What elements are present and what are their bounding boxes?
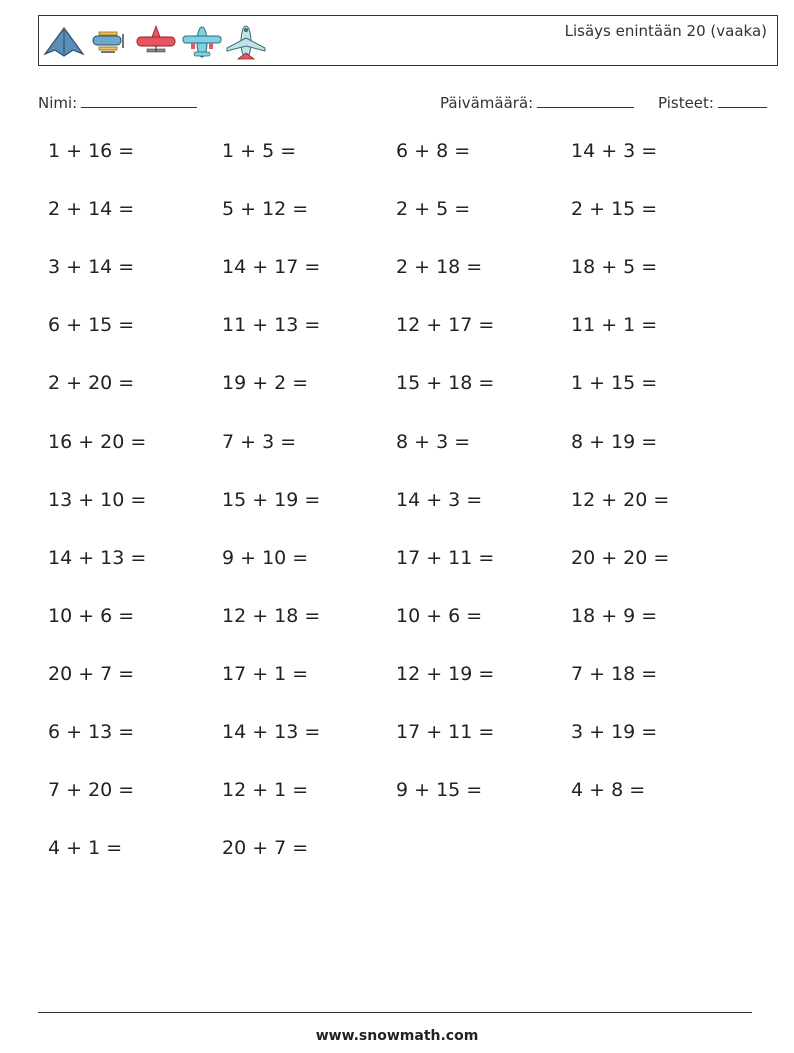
problem-r11-c4: 3 + 19 = xyxy=(571,721,658,743)
problem-r7-c2: 15 + 19 = xyxy=(222,488,321,511)
problem-r4-c1: 6 + 15 = xyxy=(48,314,135,337)
red-plane-icon xyxy=(133,22,179,62)
problem-r8-c3: 17 + 11 = xyxy=(396,546,495,569)
problem-r7-c4: 12 + 20 = xyxy=(571,488,670,511)
plane-icons xyxy=(43,22,267,62)
score-field xyxy=(658,93,767,112)
biplane-icon xyxy=(87,22,131,62)
score-label: Pisteet: xyxy=(658,94,714,112)
problem-r3-c2: 14 + 17 = xyxy=(222,256,321,279)
problem-r13-c2: 20 + 7 = xyxy=(222,837,309,860)
problem-r6-c4: 8 + 19 = xyxy=(571,430,658,453)
problem-r9-c4: 18 + 9 = xyxy=(571,604,658,627)
problem-r8-c1: 14 + 13 = xyxy=(48,546,147,569)
problem-r5-c3: 15 + 18 = xyxy=(396,372,495,395)
problem-r5-c4: 1 + 15 = xyxy=(571,372,658,395)
problem-r6-c3: 8 + 3 = xyxy=(396,430,471,453)
problem-r13-c1: 4 + 1 = xyxy=(48,837,123,860)
problem-r7-c3: 14 + 3 = xyxy=(396,488,483,511)
problem-r2-c3: 2 + 5 = xyxy=(396,198,471,221)
problem-r4-c3: 12 + 17 = xyxy=(396,314,495,337)
problem-r5-c2: 19 + 2 = xyxy=(222,372,309,395)
problem-r3-c3: 2 + 18 = xyxy=(396,256,483,279)
problem-r12-c4: 4 + 8 = xyxy=(571,779,646,802)
name-field xyxy=(38,93,197,112)
worksheet-title: Lisäys enintään 20 (vaaka) xyxy=(564,22,767,40)
problem-r6-c1: 16 + 20 = xyxy=(48,430,147,453)
problem-r2-c2: 5 + 12 = xyxy=(222,198,309,221)
name-blank xyxy=(81,93,197,108)
problem-r2-c1: 2 + 14 = xyxy=(48,198,135,221)
problem-r11-c2: 14 + 13 = xyxy=(222,721,321,743)
problem-r6-c2: 7 + 3 = xyxy=(222,430,297,453)
footer-url: www.snowmath.com xyxy=(315,1028,479,1044)
problem-r1-c2: 1 + 5 = xyxy=(222,140,297,162)
stealth-plane-icon xyxy=(43,22,85,62)
problem-r8-c2: 9 + 10 = xyxy=(222,546,309,569)
problem-r3-c1: 3 + 14 = xyxy=(48,256,135,279)
problem-r11-c1: 6 + 13 = xyxy=(48,721,135,743)
problem-r1-c4: 14 + 3 = xyxy=(571,140,658,162)
date-blank xyxy=(537,93,634,108)
problem-r10-c4: 7 + 18 = xyxy=(571,662,658,685)
date-field xyxy=(440,93,634,112)
jet-plane-icon xyxy=(225,22,267,62)
problem-r4-c4: 11 + 1 = xyxy=(571,314,658,337)
problem-r12-c1: 7 + 20 = xyxy=(48,779,135,802)
problem-r1-c3: 6 + 8 = xyxy=(396,140,471,162)
problem-r10-c3: 12 + 19 = xyxy=(396,662,495,685)
worksheet-header xyxy=(38,15,778,66)
date-label: Päivämäärä: xyxy=(440,94,534,112)
problem-r2-c4: 2 + 15 = xyxy=(571,198,658,221)
name-label: Nimi: xyxy=(38,94,78,112)
problem-r1-c1: 1 + 16 = xyxy=(48,140,135,162)
problem-r3-c4: 18 + 5 = xyxy=(571,256,658,279)
footer-divider xyxy=(38,1012,752,1013)
problem-r12-c3: 9 + 15 = xyxy=(396,779,483,802)
problem-r12-c2: 12 + 1 = xyxy=(222,779,309,802)
problem-r5-c1: 2 + 20 = xyxy=(48,372,135,395)
cyan-plane-icon xyxy=(181,22,223,62)
score-blank xyxy=(718,93,767,108)
problem-r9-c2: 12 + 18 = xyxy=(222,604,321,627)
problem-r9-c1: 10 + 6 = xyxy=(48,604,135,627)
problem-r10-c2: 17 + 1 = xyxy=(222,662,309,685)
problem-r9-c3: 10 + 6 = xyxy=(396,604,483,627)
problem-r4-c2: 11 + 13 = xyxy=(222,314,321,337)
problem-r8-c4: 20 + 20 = xyxy=(571,546,670,569)
problem-r7-c1: 13 + 10 = xyxy=(48,488,147,511)
problem-r10-c1: 20 + 7 = xyxy=(48,662,135,685)
problem-r11-c3: 17 + 11 = xyxy=(396,721,495,743)
